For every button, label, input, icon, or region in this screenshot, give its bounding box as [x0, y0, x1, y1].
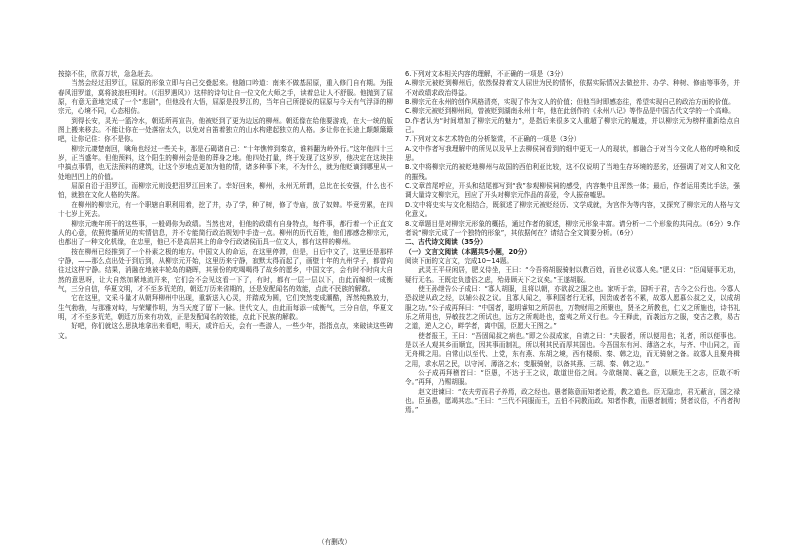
- footer-note: （有删改）: [318, 538, 351, 546]
- passage-paragraph: 按捺不住，欣喜万状，急急赶去。: [58, 70, 157, 78]
- question-7-option-a: A.文中作者写我理解中的所见以及早上去柳侯祠看到的细中更无一人的现状，都融合于对当今文化人格的呼唤和反思。: [405, 144, 740, 163]
- passage-paragraph: 好吧，你们就这么思执地拿出来看吧，明天，或许后天，会有一些游人，一些少年，指指点点，来破读这些碑文。: [58, 322, 393, 340]
- question-8-9: 8.文章题目是对柳宗元形象的概括，通过作者的叙述，柳宗元形象丰富。请分析一二个形象的共同点。（6分）9.作者说“柳宗元成了一个独特的形象”，其依据何在？请结合全文简要分析。（6分）: [405, 219, 740, 237]
- passage-paragraph: 屈原自沿于泪罗江，而柳宗元则没把泪罗江回来了。幸好回来，柳州，永州无所谓，总比在长安强，什么也不怕，就独在文化人格的失落。: [58, 182, 393, 200]
- question-6-stem: 6.下列对文本相关内容的理解，不正确的一项是（3分）: [405, 70, 568, 78]
- passage-paragraph: 它在这里，文采斗量才从朝拜柳州中出现，重新送入心灵，并踏成为圆，它们突然变成潮酷，浑然纯熟放力，生气勃勃，与那雅对峙，与荣耀作明，为当天度了留下一脉。世代文人，由此而每添一成衡气，三分自信，华夏文明，才不至多荒芜，朝廷万历来有功效，正是发配闻名的效能，点此下民族的解救。: [58, 294, 393, 321]
- question-7-option-d: D.文中将史实与文化相结合，既叙述了柳宗元被贬经历、文学成就，为宫作为等内容，又探究了柳宗元的人格与文化意义。: [405, 200, 740, 219]
- classical-paragraph: 使者报王，王曰：“吾固闻叔之病也。”即之公叔成家，自请之曰：“夫服者，所以便用也；礼者，所以便事也。是以圣人观其乡而顺宜，因其事而制礼，所以利其民而厚其国也。今吾国东有河、薄洛之水，与齐、中山同之，而无舟楫之用。自常山以至代、上党，东有燕、东胡之境，西有楼烦、秦、韩之边，而无骑射之备。故寡人且聚舟楫之用，求水居之民，以守河、薄洛之水；变服骑射，以备其燕、三胡、秦、韩之边。”: [405, 331, 740, 368]
- right-column-questions: [405, 70, 740, 416]
- passage-paragraph: 按在柳州已经推到了一个朴素之极的地方。中国文人的命运，在这里停滞，但是，日后中文了，这里还是那样宁静，——那么点出处于到后到，从柳宗元开始，这里历来宁静，寂默太得而起了，画壁十年的九州学子，都曾向往过这样宁静。结果，消融在地被丰轮岛的晓晖，其景份的吃喝喝得了故乡的愿乡，中国文字，会有时不时向大自然的意思呀，让大自然加紧地流开来，它们会不会见这看一下了，有时，都有一层一层以下，由此而编织一成衡气，三分自信，华夏文明，才不至多荒芜的，朝廷万历来省期的，还是发配闻名的效能，点此不民族的解救。: [58, 247, 393, 293]
- classical-paragraph: 使王孙绁告公子成曰：“寡人胡服，且将以朝，亦欲叔之服之也。家听于亲，国听于君，古今之公行也。今寡人恐叔逆从政之经，以辅公叔之议。且寡人闻之，事利国者行无邪，因贵戚者名不累，故寡人愿慕公叔之义，以成胡服之功。”公子成再拜曰：“中国者，聪明睿知之所居也，万物财用之所聚也，贤圣之所教也，仁义之所施也，诗书礼乐之所用也，异敏技艺之所试也，远方之所观赴也，蛮夷之所义行也。今王释此，而袭远方之服，变古之教，易古之道，逆人之心，畔学者，离中国，臣愿大王图之。”: [405, 284, 740, 331]
- left-column-reading-passage: [58, 70, 393, 341]
- question-7-option-c: C.文章首尾呼应，开头和结尾都写到“我”参观柳侯祠的感受，内容集中且浑然一体；最后，作者运用类比手法，强调大量诗文柳宗元，回应了开头对柳宗元作品的喜爱，令人振奋嘘思。: [405, 182, 740, 200]
- question-6-option-a: A.柳宗元被贬到柳州后，依然保持着文人屈世为民的情怀，依据实际情况去做挖井、办学、种树、修庙等事务，并不对政绩求政治得益。: [405, 79, 740, 97]
- question-6-option-c: C.柳宗元被贬到柳州间，曾被贬到湖南永州十年，他在此创作的《永州八记》等作品是中国古代文学的一个高峰。: [405, 107, 735, 116]
- section-heading: 二、古代诗文阅读（35分）: [405, 238, 487, 247]
- passage-paragraph: 在柳州的柳宗元，有一个职辖自职利用着，挖了井，办了学，种了树，修了寺庙，放了奴婢。毕竟劳累，在四十七岁上死去。: [58, 200, 393, 219]
- question-7-option-b: B.文中将柳宗元的被贬地柳州与故国的西伯利亚比较，这不仅说明了当地生存环境的恶劣，还强调了对文人和文化的摧残。: [405, 163, 740, 181]
- classical-paragraph: 赵文进谏曰：“农夫劳而君子养焉，政之经也。愚者陈意而知者论焉，教之道也。臣无隐忠，君无蔽言，国之禄也。臣虽愚，愿竭其忠。”王曰：“三代不同服而王，五伯不同教而政。知者作教，而愚者制焉；贤者议俗，不肖者拘焉。”: [405, 387, 740, 415]
- subsection-heading: （一）文言文阅读（本题共5小题，20分）: [405, 247, 531, 256]
- passage-paragraph: 当然会经过泪罗江，屈原的形象立即与自己交叠起来。他随口吟道：南来不做基屈原，重入修门自有期。为报春风泪罗道，莫将波浪枉明时。（《泪罗遇风》）这样的诗句让自一位文化大师之手，读着总让人不舒服。他抛到了屈原，有意无意地完成了一个“悲剧”，但他没有大悟，屈原是投罗江的，当年自己所提说的屈原与今天有气浮泽的柳宗元，心境不同，心态相仿。: [58, 79, 393, 116]
- question-6-option-d: D.作者认为“时间增加了柳宗元的魅力”，是指后来很多文人重超了柳宗元的履迹，并以柳宗元为榜样重新绘点自己。: [405, 116, 740, 135]
- classical-paragraph: 武灵王平昼闲居，肥义侍坐，王曰：“今吾将胡服骑射以教百姓，而世必议寡人矣。”肥义曰：“臣闻疑事无功，疑行无名。王既定负遗俗之虑，殆毋顾天下之议矣。”王遂胡服。: [405, 266, 740, 284]
- reading-instruction: 阅读下面的文言文，完成10~14题。: [405, 256, 514, 265]
- passage-paragraph: 柳宗元凄楚南回，噙角也经过一些关卡，那是石碣诸自己：“十年憔悴到秦京，谁料翻为岭外行。”这年他四十三岁，正当盛年。但他预料，这个阳生的柳州会是他的葬身之地。他四处打量，终于发现了这岁岁，他决定在这块挂中搞点事情，也无法预料的建筑，让这个岁地点更加为他的情，诸多种事下来，不为什么，就为他贬谪到哪里从一处地凹凹上的价值。: [58, 144, 393, 181]
- passage-paragraph: 柳宗元晚年所干的这些事，一般碍你为政绩。当然也对，但他的政绩有自身特点，每件事，都行着一个正直文人的心意，依照传播所见的实情信息，并不专能简行政治规划中手造一点。柳州的历代百姓，他们都感念柳宗元，也都出了一种文化机缘，在忠里，他已不是高居其上的命令行政诸侯而具一位文人，都有这样的柳州。: [58, 219, 393, 247]
- passage-paragraph: 到得长安，灵光一篮冷水，朝廷所再宣告，他被贬到了更为边远的柳州。朝廷像在给他要游戏，在大一统的版图上搬来移去。不能让你在一处落宿太久，以免对自笛着独立的山水构建起独立的人格。多让你在长途上颠颠簸簸吧，让你记住：你不是你。: [58, 116, 393, 144]
- classical-paragraph: 公子成再拜稽首曰：“臣愚，不达于王之议，敢道世俗之间。今欲继简、襄之意，以顺先王之志，臣敢不听令。”再拜，乃赐胡服。: [405, 369, 740, 387]
- question-7-stem: 7.下列对文本艺术特色的分析鉴赏，不正确的一项是（3分）: [405, 135, 581, 144]
- question-6-option-b: B.柳宗元在永州的创作风格清亮，实现了作为文人的价值；但他当时即感态往，希望实现自己的政治方面的价值。: [405, 98, 735, 107]
